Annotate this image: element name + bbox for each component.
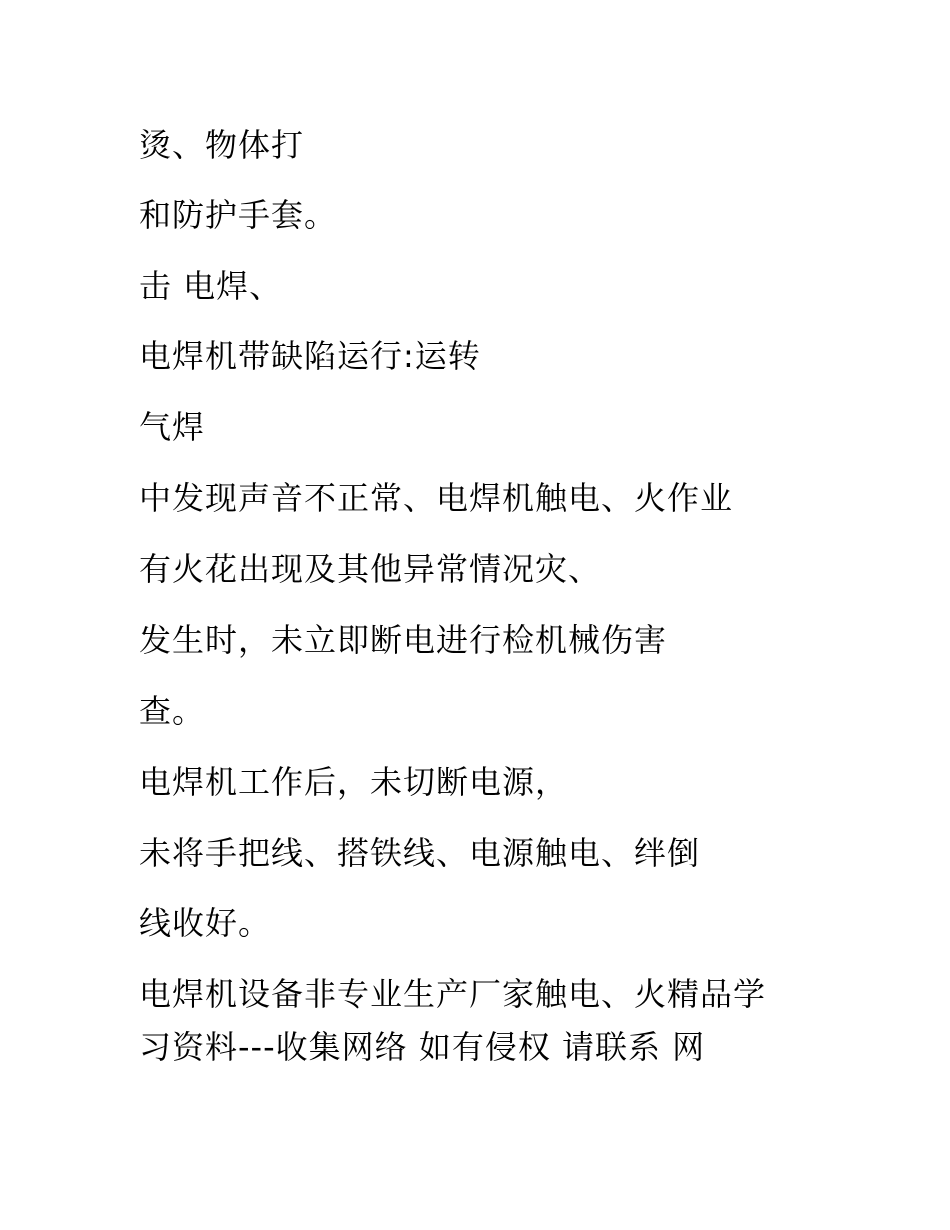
text-line: 和防护手套。 — [139, 196, 338, 234]
text-line: 中发现声音不正常、电焊机触电、火作业 — [139, 479, 734, 517]
text-line: 电焊机带缺陷运行:运转 — [139, 337, 481, 375]
text-line: 击 电焊、 — [139, 267, 283, 305]
text-line: 线收好。 — [139, 904, 272, 942]
text-line: 查。 — [139, 692, 206, 730]
text-line: 烫、物体打 — [139, 126, 305, 164]
text-line: 发生时，未立即断电进行检机械伤害 — [139, 621, 668, 659]
text-line: 气焊 — [139, 408, 206, 446]
text-line: 电焊机设备非专业生产厂家触电、火精品学 — [139, 975, 767, 1013]
text-line: 未将手把线、搭铁线、电源触电、绊倒 — [139, 834, 701, 872]
text-line: 习资料---收集网络 如有侵权 请联系 网 — [139, 1028, 706, 1066]
text-line: 电焊机工作后，未切断电源， — [139, 763, 569, 801]
text-line: 有火花出现及其他异常情况灾、 — [139, 550, 602, 588]
